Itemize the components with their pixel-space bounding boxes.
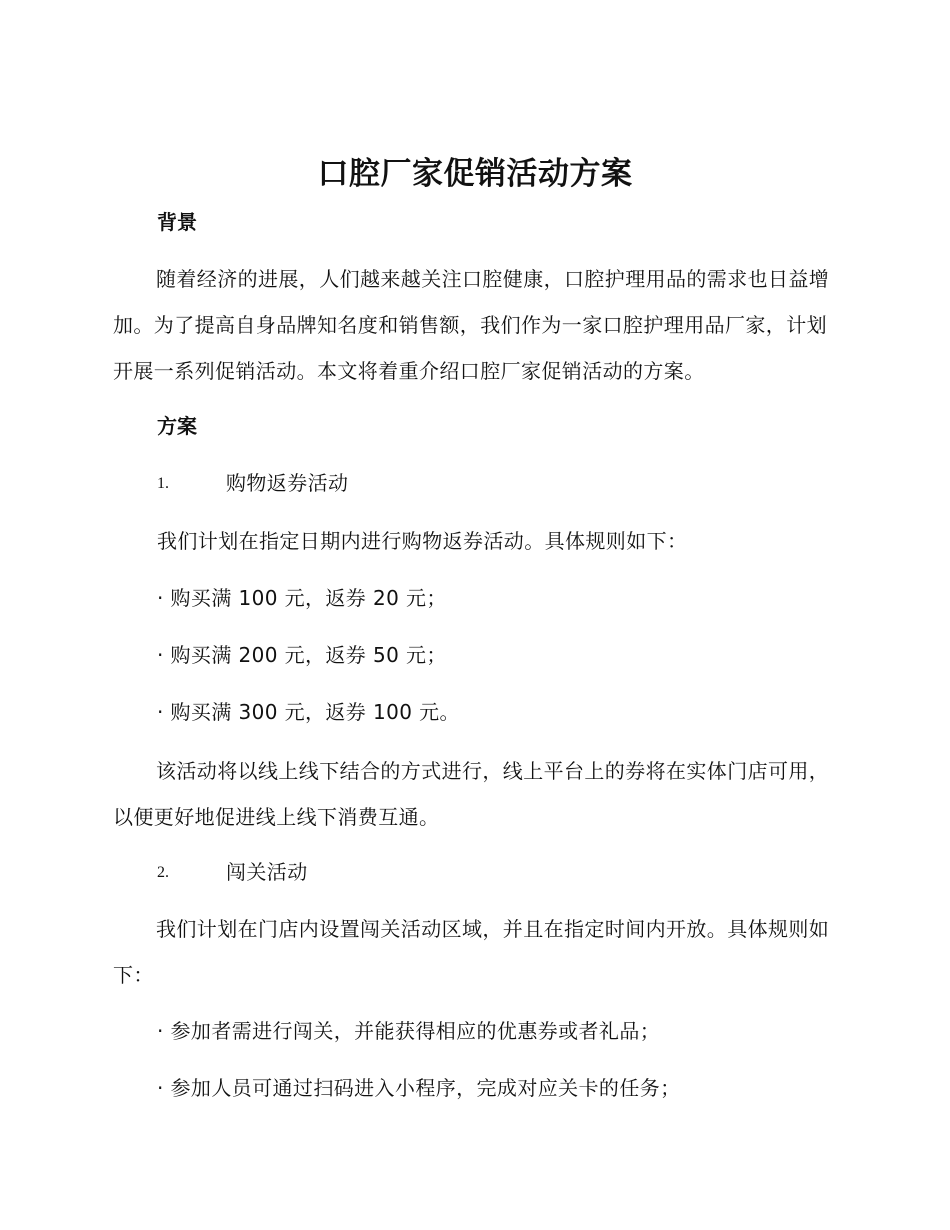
- bullet-item: · 购买满 200 元，返券 50 元；: [157, 643, 447, 667]
- item-number-2: 2.: [157, 864, 169, 881]
- item-2-intro-paragraph: 我们计划在门店内设置闯关活动区域，并且在指定时间内开放。具体规则如下：: [113, 917, 830, 987]
- item-title-2: 闯关活动: [226, 860, 308, 884]
- item-number-1: 1.: [157, 475, 169, 492]
- item-1-closing-paragraph: 该活动将以线上线下结合的方式进行，线上平台上的券将在实体门店可用，以便更好地促进线上线下消费互通。: [113, 759, 830, 829]
- bullet-item: · 参加人员可通过扫码进入小程序，完成对应关卡的任务；: [157, 1076, 681, 1100]
- item-title-1: 购物返券活动: [226, 471, 349, 495]
- bullet-item: · 参加者需进行闯关，并能获得相应的优惠券或者礼品；: [157, 1019, 661, 1043]
- section-heading-background: 背景: [157, 210, 197, 234]
- section-heading-plan: 方案: [157, 414, 197, 438]
- bullet-item: · 购买满 300 元，返券 100 元。: [157, 700, 460, 724]
- document-title: 口腔厂家促销活动方案: [317, 156, 633, 192]
- item-1-intro: 我们计划在指定日期内进行购物返券活动。具体规则如下：: [157, 529, 688, 553]
- bullet-item: · 购买满 100 元，返券 20 元；: [157, 586, 447, 610]
- background-paragraph: 随着经济的进展，人们越来越关注口腔健康，口腔护理用品的需求也日益增加。为了提高自身品牌知名度和销售额，我们作为一家口腔护理用品厂家，计划开展一系列促销活动。本文将着重介绍口腔厂家促销活动的方案。: [113, 267, 830, 383]
